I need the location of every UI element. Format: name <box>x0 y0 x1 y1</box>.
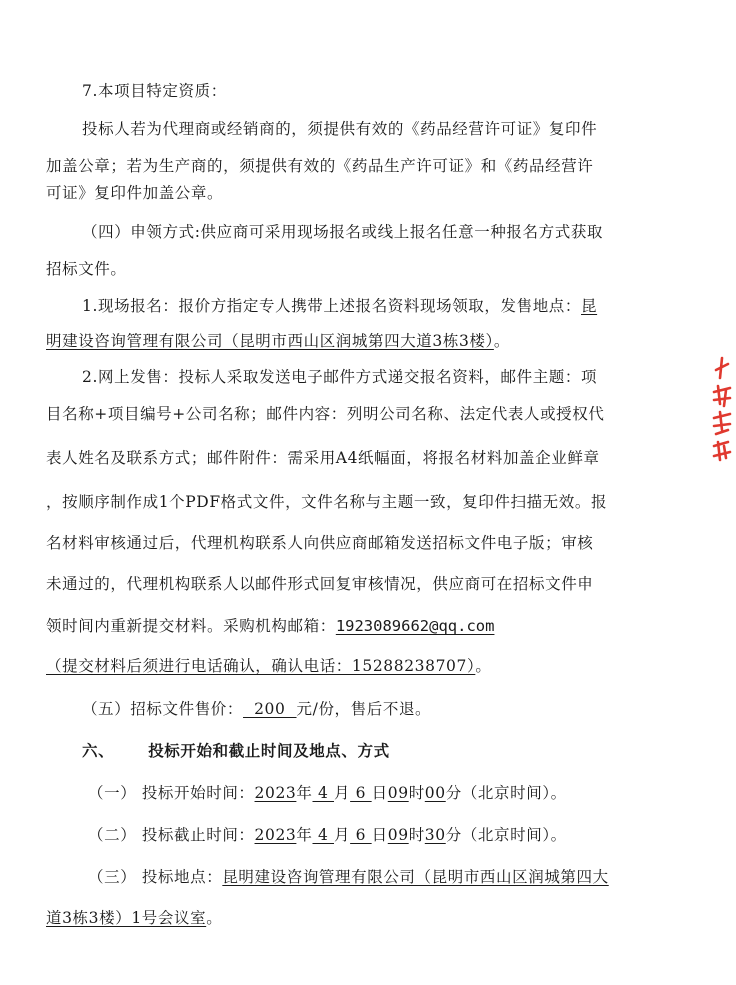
start-minute: 00 <box>424 784 446 802</box>
online-registration-line <box>46 615 494 637</box>
hour-word: 时 <box>408 826 425 844</box>
qualification-title: 7.本项目特定资质： <box>82 82 227 100</box>
punctuation: 。 <box>475 657 492 675</box>
punctuation: 。 <box>206 909 223 927</box>
deadline-month: 4 <box>312 826 335 844</box>
section6-number: 六、 <box>82 741 115 760</box>
deadline-day: 6 <box>350 826 372 844</box>
online-registration-line: 未通过的，代理机构联系人以邮件形式回复审核情况，供应商可在招标文件申 <box>46 575 594 593</box>
price-label: （五）招标文件售价： <box>82 700 244 718</box>
start-month: 4 <box>312 784 335 802</box>
online-registration-line: 名材料审核通过后，代理机构联系人向供应商邮箱发送招标文件电子版；审核 <box>46 534 594 552</box>
day-word: 日 <box>371 784 388 802</box>
bid-location-label: （三） 投标地点： <box>88 868 223 886</box>
sale-location-text: 昆 <box>581 297 598 315</box>
hour-word: 时 <box>408 784 425 802</box>
online-registration-line: ，按顺序制作成1个PDF格式文件，文件名称与主题一致，复印件扫描无效。报 <box>46 493 608 511</box>
bid-location-address: 昆明建设咨询管理有限公司（昆明市西山区润城第四大 <box>222 868 609 886</box>
bid-location-line <box>46 907 222 929</box>
section6-title: 投标开始和截止时间及地点、方式 <box>148 741 390 760</box>
phone-confirm-text: （提交材料后须进行电话确认，确认电话：15288238707） <box>46 657 476 675</box>
phone-confirm-line <box>46 655 491 677</box>
month-word: 月 <box>334 826 351 844</box>
start-day: 6 <box>350 784 372 802</box>
onsite-registration-line <box>82 295 597 317</box>
seal-graphic <box>700 330 736 490</box>
onsite-registration-line <box>46 330 510 352</box>
deadline-suffix: 分（北京时间）。 <box>445 826 567 844</box>
bid-deadline-label: （二） 投标截止时间： <box>88 826 255 844</box>
email-label: 领时间内重新提交材料。采购机构邮箱： <box>46 617 336 635</box>
start-suffix: 分（北京时间）。 <box>445 784 567 802</box>
bid-start-label: （一） 投标开始时间： <box>88 784 255 802</box>
bid-deadline-line <box>88 824 567 846</box>
bid-location-room: 道3栋3楼）1号会议室 <box>46 909 207 927</box>
bid-location-line <box>88 866 609 888</box>
email-link[interactable]: 1923089662@qq.com <box>335 617 495 635</box>
sale-location-address: 明建设咨询管理有限公司（昆明市西山区润城第四大道3栋3楼） <box>46 332 494 350</box>
section6-heading <box>82 740 390 762</box>
online-registration-line: 2.网上发售：投标人采取发送电子邮件方式递交报名资料，邮件主题：项 <box>82 368 598 386</box>
year-word: 年 <box>296 826 313 844</box>
bid-start-time-line <box>88 782 567 804</box>
qualification-text-line: 投标人若为代理商或经销商的，须提供有效的《药品经营许可证》复印件 <box>82 120 598 138</box>
deadline-minute: 30 <box>424 826 446 844</box>
qualification-text-line: 加盖公章；若为生产商的，须提供有效的《药品生产许可证》和《药品经营许 <box>46 157 594 175</box>
year-word: 年 <box>296 784 313 802</box>
online-registration-line: 目名称+项目编号+公司名称；邮件内容：列明公司名称、法定代表人或授权代 <box>46 405 605 423</box>
onsite-registration-text: 1.现场报名：报价方指定专人携带上述报名资料现场领取，发售地点： <box>82 297 581 315</box>
month-word: 月 <box>334 784 351 802</box>
deadline-year: 2023 <box>254 826 297 844</box>
section4-heading-cont: 招标文件。 <box>46 260 127 278</box>
price-value: 200 <box>243 700 297 718</box>
price-suffix: 元/份，售后不退。 <box>296 700 432 718</box>
start-hour: 09 <box>387 784 409 802</box>
punctuation: 。 <box>493 332 510 350</box>
seal-stamp-fragment <box>700 330 736 490</box>
qualification-text-line: 可证》复印件加盖公章。 <box>46 184 224 202</box>
document-price-line <box>82 698 431 720</box>
section4-heading: （四）申领方式:供应商可采用现场报名或线上报名任意一种报名方式获取 <box>82 223 604 241</box>
deadline-hour: 09 <box>387 826 409 844</box>
start-year: 2023 <box>254 784 297 802</box>
day-word: 日 <box>371 826 388 844</box>
online-registration-line: 表人姓名及联系方式；邮件附件：需采用A4纸幅面，将报名材料加盖企业鲜章 <box>46 449 600 467</box>
